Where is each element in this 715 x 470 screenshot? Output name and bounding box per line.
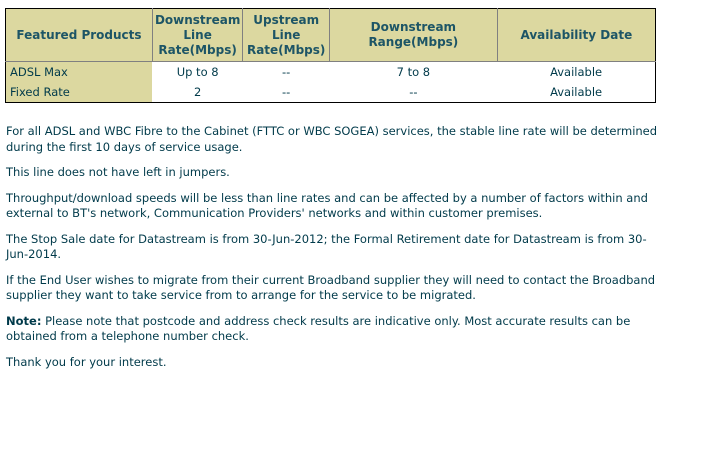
thank-you-message: Thank you for your interest. [6, 354, 167, 369]
header-downstream-range: Downstream Range(Mbps) [330, 9, 498, 62]
note-text: Please note that postcode and address check results are indicative only. Most accurate results can be obtained from a telephone number check. [6, 313, 631, 343]
upstream-rate-cell: -- [282, 65, 291, 79]
availability-cell: Available [550, 85, 603, 99]
jumpers-note: This line does not have left in jumpers. [6, 165, 230, 179]
stop-sale-note: The Stop Sale date for Datastream is from 30-Jun-2012; the Formal Retirement date for Datastream is from 30-Jun-2014. [6, 231, 647, 261]
throughput-note: Throughput/download speeds will be less than line rates and can be affected by a number of factors within and external to BT's network, Communication Providers' networks and within customer premises. [6, 190, 648, 220]
header-featured-products: Featured Products [6, 9, 153, 62]
featured-products-table [5, 8, 656, 103]
stable-line-rate-note: For all ADSL and WBC Fibre to the Cabinet (FTTC or WBC SOGEA) services, the stable line rate will be determined during the first 10 days of service usage. [6, 124, 658, 154]
postcode-check-note [6, 314, 666, 345]
product-name-cell: ADSL Max [6, 62, 153, 83]
header-availability-date: Availability Date [497, 9, 655, 62]
table-row [6, 82, 656, 103]
downstream-rate-cell: Up to 8 [176, 65, 219, 79]
table-row [6, 62, 656, 83]
table-header-row [6, 9, 656, 62]
migration-note: If the End User wishes to migrate from their current Broadband supplier they will need to contact the Broadband supplier they want to take service from to arrange for the service to be migrated. [6, 272, 656, 302]
header-upstream-line-rate: Upstream Line Rate(Mbps) [243, 9, 330, 62]
information-notes [6, 124, 666, 380]
product-name-cell: Fixed Rate [6, 82, 153, 103]
note-label: Note: [6, 313, 42, 328]
availability-cell: Available [550, 65, 603, 79]
downstream-rate-cell: 2 [193, 85, 202, 99]
header-downstream-line-rate: Downstream Line Rate(Mbps) [152, 9, 242, 62]
upstream-rate-cell: -- [282, 85, 291, 99]
downstream-range-cell: 7 to 8 [396, 65, 431, 79]
downstream-range-cell: -- [409, 85, 418, 99]
